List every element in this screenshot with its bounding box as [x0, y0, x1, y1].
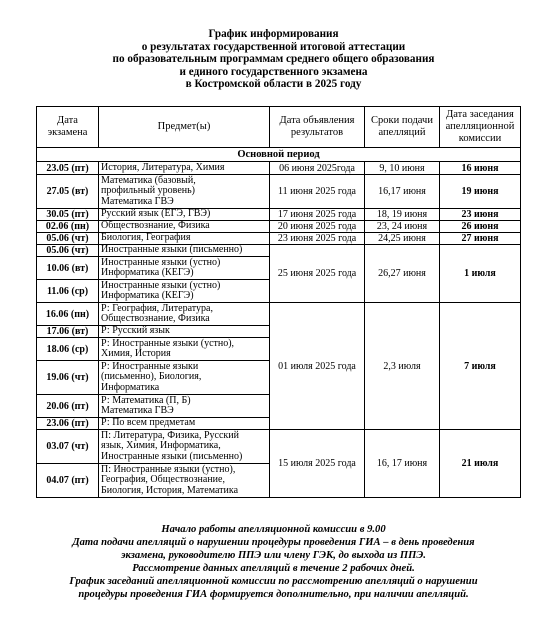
announce-date: 23 июня 2025 года [270, 233, 365, 245]
subject-line: Р: Математика (П, Б) [101, 394, 191, 406]
subject-line: Русский язык (ЕГЭ, ГВЭ) [101, 208, 211, 220]
title-line: График информирования [208, 28, 339, 40]
exam-date: 18.06 (ср) [37, 338, 99, 361]
subject-line: (письменно), Биология, [101, 371, 202, 383]
exam-date: 05.06 (чт) [37, 233, 99, 245]
announce-date: 06 июня 2025года [270, 162, 365, 175]
footer-line: Начало работы апелляционной комиссии в 9.00 [161, 524, 386, 535]
subject-line: П: Литература, Физика, Русский [101, 429, 239, 441]
footer-line: Дата подачи апелляций о нарушении процедуры проведения ГИА – в день проведения [72, 537, 475, 549]
exam-date: 20.06 (пт) [37, 395, 99, 418]
exam-date: 17.06 (вт) [37, 326, 99, 338]
subject-line: Обществознание, Физика [101, 313, 210, 324]
appeal-dates: 26,27 июня [365, 245, 440, 303]
announce-date: 11 июня 2025 года [270, 175, 365, 209]
subject-line: Информатика (КЕГЭ) [101, 267, 194, 278]
subject-line: Биология, История, Математика [101, 484, 239, 496]
subject-cell [99, 257, 270, 280]
subject-line: Иностранные языки (письменно) [101, 450, 243, 462]
subject-line: Математика ГВЭ [101, 195, 174, 207]
title-line: о результатах государственной итоговой аттестации [141, 40, 406, 53]
meeting-date: 26 июня [440, 221, 521, 233]
subject-line: Обществознание, Физика [101, 220, 210, 232]
appeal-dates: 16, 17 июня [365, 430, 440, 498]
subject-line: Р: Иностранные языки (устно), [101, 337, 235, 349]
exam-date: 10.06 (вт) [37, 257, 99, 280]
footer-line: процедуры проведения ГИА формируется дополнительно, при наличии апелляций. [78, 589, 469, 601]
period-row [37, 148, 521, 162]
meeting-date: 16 июня [440, 162, 521, 175]
announce-date: 25 июня 2025 года [270, 245, 365, 303]
document-title [0, 28, 547, 91]
table-row [37, 430, 521, 464]
header-meeting: Дата заседания апелляционной комиссии [440, 107, 521, 148]
title-line: в Костромской области в 2025 году [185, 78, 362, 91]
subject-cell [99, 221, 270, 233]
subject-line: П: Иностранные языки (устно), [101, 463, 236, 475]
subject-cell [99, 245, 270, 257]
appeal-dates: 2,3 июля [365, 303, 440, 430]
exam-date: 27.05 (вт) [37, 175, 99, 209]
subject-cell [99, 430, 270, 464]
subject-line: Информатика [101, 381, 160, 393]
announce-date: 20 июня 2025 года [270, 221, 365, 233]
subject-cell [99, 303, 270, 326]
subject-line: Иностранные языки (письменно) [101, 244, 243, 256]
schedule-table [36, 106, 521, 498]
appeal-dates: 16,17 июня [365, 175, 440, 209]
table-row [37, 233, 521, 245]
title-line: по образовательным программам среднего общего образования [112, 53, 435, 66]
title-line: и единого государственного экзамена [179, 65, 368, 78]
footer-line: График заседаний апелляционной комиссии по рассмотрению апелляций о нарушении [69, 576, 478, 588]
exam-date: 11.06 (ср) [37, 280, 99, 303]
subject-cell [99, 280, 270, 303]
subject-cell [99, 464, 270, 498]
header-subject: Предмет(ы) [99, 107, 270, 148]
subject-line: язык, Химия, Информатика, [101, 440, 221, 452]
subject-line: профильный уровень) [101, 185, 195, 197]
table-row [37, 303, 521, 326]
subject-line: Р: Русский язык [101, 325, 170, 337]
exam-date: 23.06 (пт) [37, 418, 99, 430]
subject-line: Биология, География [101, 232, 191, 244]
announce-date: 17 июня 2025 года [270, 209, 365, 221]
subject-cell [99, 233, 270, 245]
subject-cell [99, 418, 270, 430]
exam-date: 19.06 (чт) [37, 361, 99, 395]
exam-date: 16.06 (пн) [37, 303, 99, 326]
subject-line: Иностранные языки (устно) [101, 256, 221, 268]
header-date: Дата экзамена [37, 107, 99, 148]
appeal-dates: 24,25 июня [365, 233, 440, 245]
period-label: Основной период [37, 148, 521, 162]
subject-cell [99, 175, 270, 209]
subject-line: Математика (базовый, [101, 174, 196, 186]
table-row [37, 175, 521, 209]
table-row [37, 221, 521, 233]
meeting-date: 19 июня [440, 175, 521, 209]
appeal-dates: 18, 19 июня [365, 209, 440, 221]
footer-notes [0, 523, 547, 602]
appeal-dates: 9, 10 июня [365, 162, 440, 175]
table-header-row [37, 107, 521, 148]
announce-date: 15 июля 2025 года [270, 430, 365, 498]
table-row [37, 162, 521, 175]
meeting-date: 27 июня [440, 233, 521, 245]
subject-line: Химия, История [101, 348, 171, 359]
meeting-date: 7 июля [440, 303, 521, 430]
subject-line: Р: По всем предметам [101, 417, 196, 429]
header-appeal: Сроки подачи апелляций [365, 107, 440, 148]
exam-date: 02.06 (пн) [37, 221, 99, 233]
subject-cell [99, 209, 270, 221]
exam-date: 30.05 (пт) [37, 209, 99, 221]
subject-cell [99, 361, 270, 395]
exam-date: 23.05 (пт) [37, 162, 99, 175]
exam-date: 04.07 (пт) [37, 464, 99, 498]
subject-cell [99, 162, 270, 175]
subject-line: Информатика (КЕГЭ) [101, 290, 194, 301]
appeal-dates: 23, 24 июня [365, 221, 440, 233]
table-row [37, 209, 521, 221]
subject-cell [99, 395, 270, 418]
subject-line: Р: Иностранные языки [101, 360, 199, 372]
subject-cell [99, 326, 270, 338]
footer-line: Рассмотрение данных апелляций в течение 2 рабочих дней. [132, 563, 415, 575]
meeting-date: 23 июня [440, 209, 521, 221]
meeting-date: 1 июля [440, 245, 521, 303]
table-row [37, 245, 521, 257]
exam-date: 03.07 (чт) [37, 430, 99, 464]
subject-line: История, Литература, Химия [101, 161, 225, 173]
announce-date: 01 июля 2025 года [270, 303, 365, 430]
meeting-date: 21 июля [440, 430, 521, 498]
header-announce: Дата объявления результатов [270, 107, 365, 148]
footer-line: экзамена, руководителю ППЭ или члену ГЭК, до выхода из ППЭ. [121, 550, 426, 562]
subject-line: География, Обществознание, [101, 474, 225, 486]
subject-line: Математика ГВЭ [101, 405, 174, 416]
subject-line: Иностранные языки (устно) [101, 279, 221, 291]
subject-cell [99, 338, 270, 361]
subject-line: Р: География, Литература, [101, 302, 213, 314]
exam-date: 05.06 (чт) [37, 245, 99, 257]
